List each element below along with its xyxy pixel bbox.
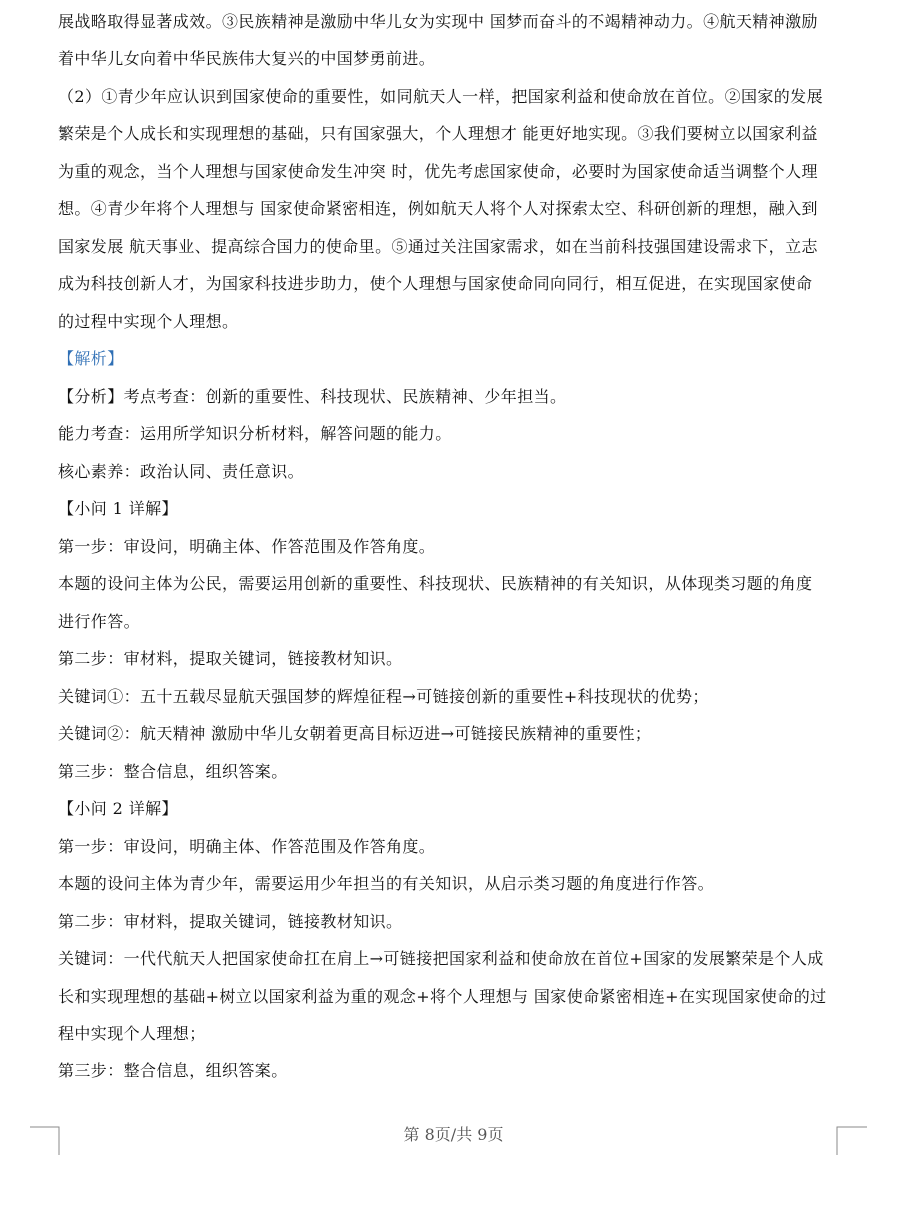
text-line: 着中华儿女向着中华民族伟大复兴的中国梦勇前进。 <box>58 49 436 68</box>
text-line: 的过程中实现个人理想。 <box>58 312 239 331</box>
text-line: 关键词①：五十五载尽显航天强国梦的辉煌征程→可链接创新的重要性+科技现状的优势； <box>58 687 709 706</box>
text-line: 核心素养：政治认同、责任意识。 <box>58 462 305 481</box>
text-line: 长和实现理想的基础+树立以国家利益为重的观念+将个人理想与 国家使命紧密相连+在实现国家使命的过 <box>58 987 827 1006</box>
text-line: 关键词②：航天精神 激励中华儿女朝着更高目标迈进→可链接民族精神的重要性； <box>58 724 652 743</box>
text-line: 展战略取得显著成效。③民族精神是激励中华儿女为实现中 国梦而奋斗的不竭精神动力。④航天精神激励 <box>58 12 818 31</box>
text-line: 第二步：审材料，提取关键词，链接教材知识。 <box>58 649 403 668</box>
text-line: 【分析】考点考查：创新的重要性、科技现状、民族精神、少年担当。 <box>58 387 567 406</box>
page-number-footer: 第 8页/共 9页 <box>403 1125 504 1144</box>
text-line: 本题的设问主体为青少年，需要运用少年担当的有关知识，从启示类习题的角度进行作答。 <box>58 874 715 893</box>
text-line: （2）①青少年应认识到国家使命的重要性，如同航天人一样，把国家利益和使命放在首位。②国家的发展 <box>58 87 823 106</box>
text-line: 第一步：审设问，明确主体、作答范围及作答角度。 <box>58 837 436 856</box>
text-line: 国家发展 航天事业、提高综合国力的使命里。⑤通过关注国家需求，如在当前科技强国建设需求下，立志 <box>58 237 818 256</box>
text-line: 为重的观念，当个人理想与国家使命发生冲突 时，优先考虑国家使命，必要时为国家使命适当调整个人理 <box>58 162 818 181</box>
section-heading-analysis: 【解析】 <box>58 349 124 368</box>
subheading-question-2: 【小问 2 详解】 <box>58 799 178 818</box>
text-line: 进行作答。 <box>58 612 141 631</box>
text-line: 成为科技创新人才，为国家科技进步助力，使个人理想与国家使命同向同行，相互促进，在实现国家使命 <box>58 274 813 293</box>
text-line: 本题的设问主体为公民，需要运用创新的重要性、科技现状、民族精神的有关知识，从体现类习题的角度 <box>58 574 813 593</box>
text-line: 想。④青少年将个人理想与 国家使命紧密相连，例如航天人将个人对探索太空、科研创新的理想，融入到 <box>58 199 818 218</box>
text-line: 关键词：一代代航天人把国家使命扛在肩上→可链接把国家利益和使命放在首位+国家的发展繁荣是个人成 <box>58 949 824 968</box>
text-line: 第二步：审材料，提取关键词，链接教材知识。 <box>58 912 403 931</box>
text-line: 第一步：审设问，明确主体、作答范围及作答角度。 <box>58 537 436 556</box>
text-line: 第三步：整合信息，组织答案。 <box>58 762 288 781</box>
text-line: 第三步：整合信息，组织答案。 <box>58 1061 288 1080</box>
text-line: 程中实现个人理想； <box>58 1024 206 1043</box>
text-line: 能力考查：运用所学知识分析材料，解答问题的能力。 <box>58 424 452 443</box>
subheading-question-1: 【小问 1 详解】 <box>58 499 178 518</box>
text-line: 繁荣是个人成长和实现理想的基础，只有国家强大，个人理想才 能更好地实现。③我们要树立以国家利益 <box>58 124 818 143</box>
